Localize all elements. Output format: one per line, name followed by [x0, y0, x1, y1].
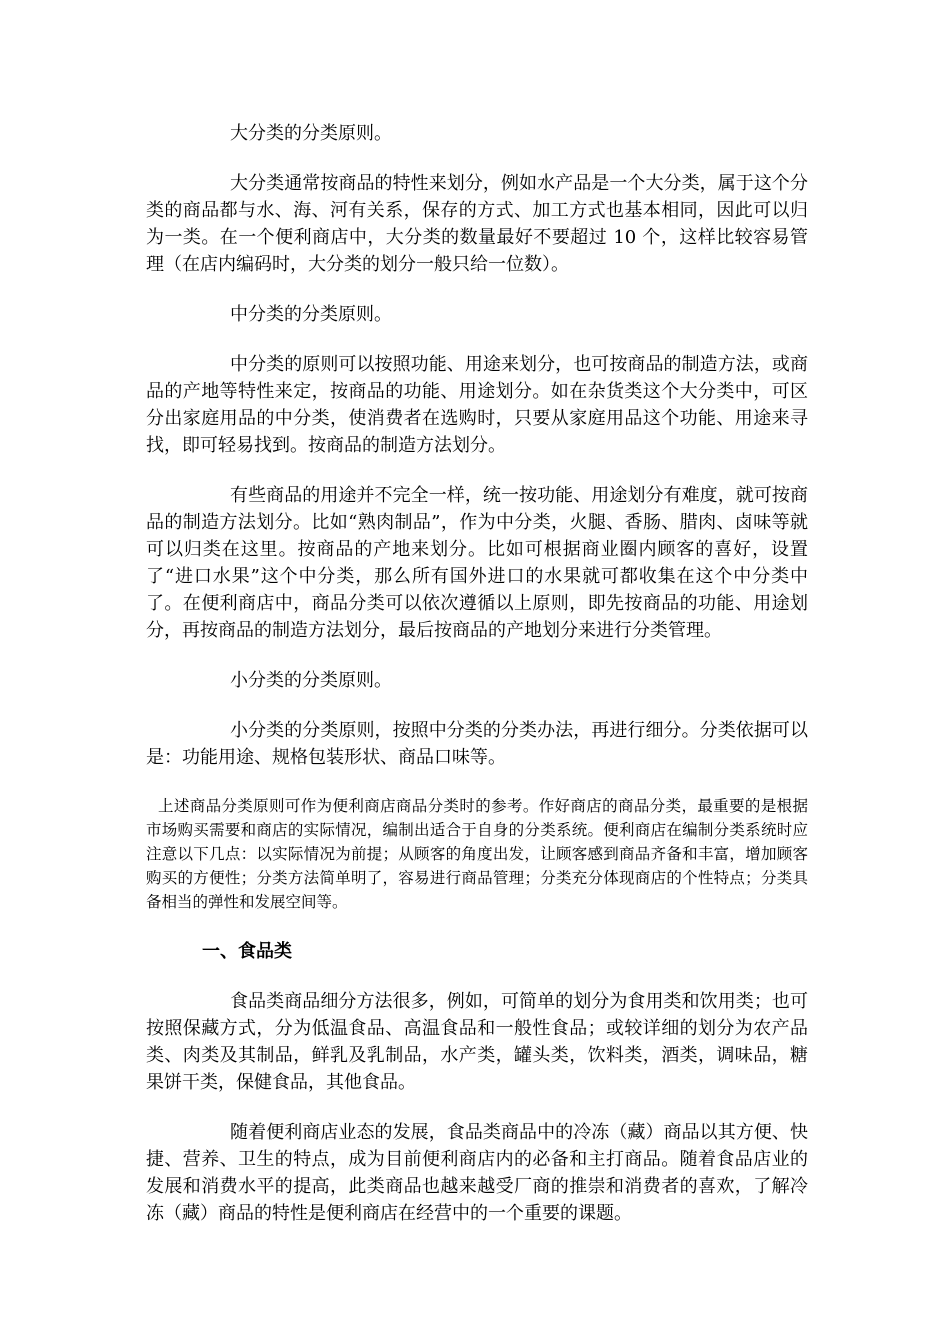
heading-small-category: 小分类的分类原则。 [230, 670, 392, 691]
heading-medium-category: 中分类的分类原则。 [230, 304, 392, 325]
paragraph-medium-category-2: 有些商品的用途并不完全一样，统一按功能、用途划分有难度，就可按商品的制造方法划分。比如“熟肉制品”，作为中分类，火腿、香肠、腊肉、卤味等就可以归类在这里。按商品的产地来划分。比如可根据商业圈内顾客的喜好，设置了“进口水果”这个中分类，那么所有国外进口的水果就可都收集在这个中分类中了。在便利商店中，商品分类可以依次遵循以上原则，即先按商品的功能、用途划分，再按商品的制造方法划分，最后按商品的产地划分来进行分类管理。 [146, 485, 808, 641]
paragraph-summary: 上述商品分类原则可作为便利商店商品分类时的参考。作好商店的商品分类，最重要的是根据市场购买需要和商店的实际情况，编制出适合于自身的分类系统。便利商店在编制分类系统时应注意以下几点：以实际情况为前提；从顾客的角度出发，让顾客感到商品齐备和丰富，增加顾客购买的方便性；分类方法简单明了，容易进行商品管理；分类充分体现商店的个性特点；分类具备相当的弹性和发展空间等。 [146, 797, 808, 911]
document-page [146, 120, 808, 1250]
heading-large-category: 大分类的分类原则。 [230, 123, 392, 144]
paragraph-food-1: 食品类商品细分方法很多，例如，可简单的划分为食用类和饮用类；也可按照保藏方式，分为低温食品、高温食品和一般性食品；或较详细的划分为农产品类、肉类及其制品，鲜乳及乳制品，水产类，罐头类，饮料类，酒类，调味品，糖果饼干类，保健食品，其他食品。 [146, 991, 808, 1093]
section-title-food: 一、食品类 [202, 941, 292, 962]
paragraph-food-2: 随着便利商店业态的发展，食品类商品中的冷冻（藏）商品以其方便、快捷、营养、卫生的特点，成为目前便利商店内的必备和主打商品。随着食品店业的发展和消费水平的提高，此类商品也越来越受厂商的推崇和消费者的喜欢，了解冷冻（藏）商品的特性是便利商店在经营中的一个重要的课题。 [146, 1122, 808, 1224]
paragraph-medium-category-1: 中分类的原则可以按照功能、用途来划分，也可按商品的制造方法，或商品的产地等特性来定，按商品的功能、用途划分。如在杂货类这个大分类中，可区分出家庭用品的中分类，使消费者在选购时，只要从家庭用品这个功能、用途来寻找，即可轻易找到。按商品的制造方法划分。 [146, 354, 808, 456]
paragraph-small-category: 小分类的分类原则，按照中分类的分类办法，再进行细分。分类依据可以是：功能用途、规格包装形状、商品口味等。 [146, 720, 808, 768]
paragraph-large-category: 大分类通常按商品的特性来划分，例如水产品是一个大分类，属于这个分类的商品都与水、海、河有关系，保存的方式、加工方式也基本相同，因此可以归为一类。在一个便利商店中，大分类的数量最好不要超过 10 个，这样比较容易管理（在店内编码时，大分类的划分一般只给一位数）。 [146, 173, 808, 275]
